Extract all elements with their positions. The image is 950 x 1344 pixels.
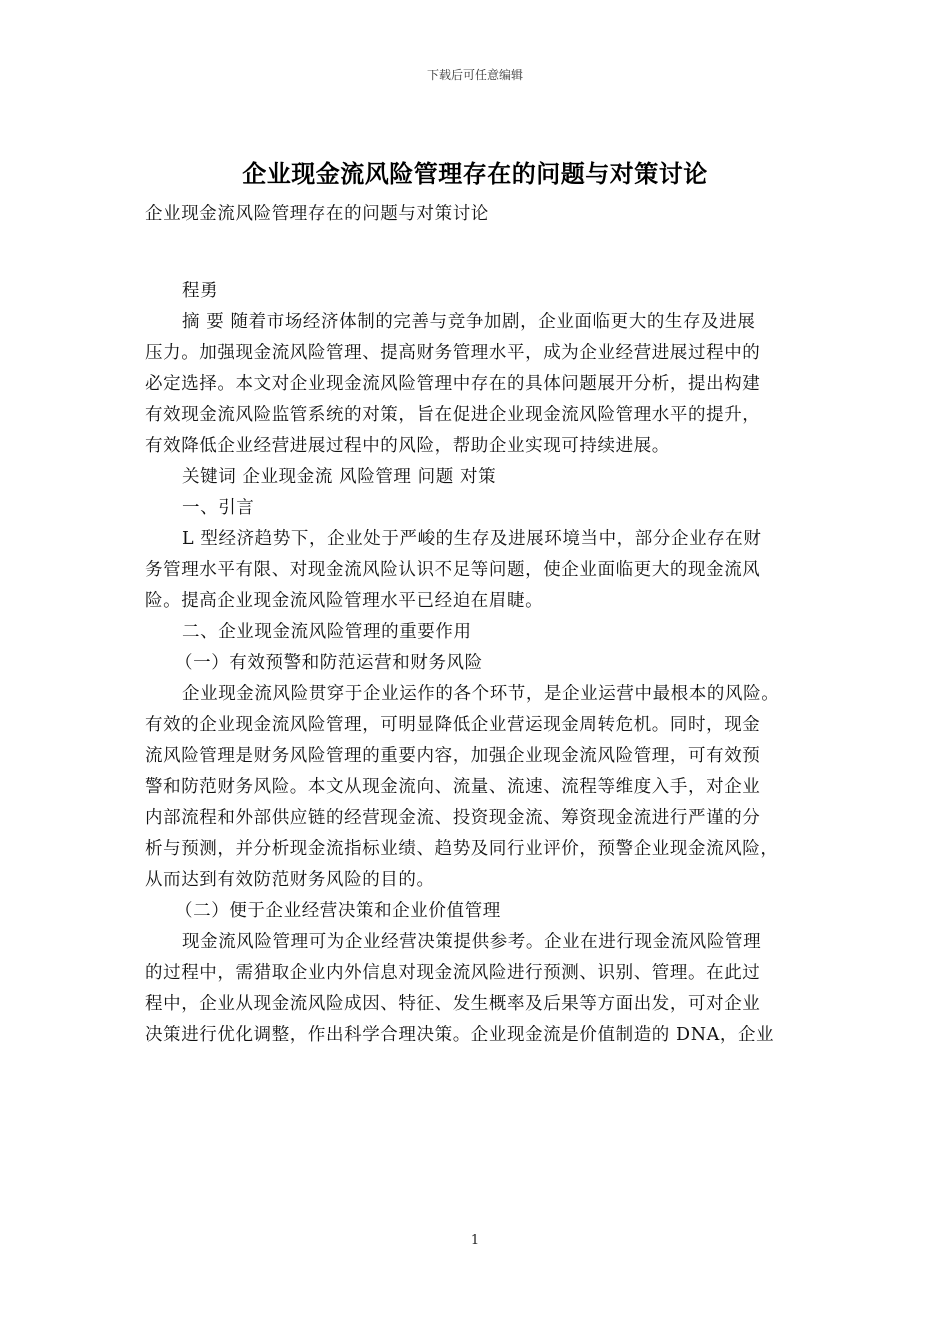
document-title: 企业现金流风险管理存在的问题与对策讨论 — [242, 159, 708, 188]
paragraph-line: 务管理水平有限、对现金流风险认识不足等问题，使企业面临更大的现金流风 — [145, 560, 761, 580]
subsection-heading: （一）有效预警和防范运营和财务风险 — [175, 653, 483, 673]
paragraph-line: 有效的企业现金流风险管理，可明显降低企业营运现金周转危机。同时，现金 — [145, 715, 761, 735]
document-subtitle: 企业现金流风险管理存在的问题与对策讨论 — [145, 204, 489, 224]
paragraph-line: 现金流风险管理可为企业经营决策提供参考。企业在进行现金流风险管理 — [182, 932, 762, 952]
paragraph-line: 警和防范财务风险。本文从现金流向、流量、流速、流程等维度入手，对企业 — [145, 777, 761, 797]
paragraph-line: 决策进行优化调整，作出科学合理决策。企业现金流是价值制造的 DNA，企业 — [145, 1025, 775, 1045]
abstract-line: 有效降低企业经营进展过程中的风险，帮助企业实现可持续进展。 — [145, 436, 670, 456]
abstract-line: 有效现金流风险监管系统的对策，旨在促进企业现金流风险管理水平的提升， — [145, 405, 761, 425]
paragraph-line: 程中，企业从现金流风险成因、特征、发生概率及后果等方面出发，可对企业 — [145, 994, 761, 1014]
paragraph-line: 的过程中，需猎取企业内外信息对现金流风险进行预测、识别、管理。在此过 — [145, 963, 761, 983]
spacer — [145, 230, 813, 276]
paragraph-line: 内部流程和外部供应链的经营现金流、投资现金流、筹资现金流进行严谨的分 — [145, 808, 761, 828]
paragraph-line: 从而达到有效防范财务风险的目的。 — [145, 870, 435, 890]
paragraph-line: 险。提高企业现金流风险管理水平已经迫在眉睫。 — [145, 591, 544, 611]
page-number: 1 — [470, 1233, 480, 1248]
section-heading: 一、引言 — [182, 498, 255, 518]
section-heading: 二、企业现金流风险管理的重要作用 — [182, 622, 472, 642]
paragraph-line: L 型经济趋势下，企业处于严峻的生存及进展环境当中，部分企业存在财 — [182, 529, 762, 549]
keywords-line: 关键词 企业现金流 风险管理 问题 对策 — [182, 467, 497, 487]
header-note: 下载后可任意编辑 — [426, 68, 523, 82]
abstract-line: 压力。加强现金流风险管理、提高财务管理水平，成为企业经营进展过程中的 — [145, 343, 761, 363]
paragraph-line: 析与预测，并分析现金流指标业绩、趋势及同行业评价，预警企业现金流风险， — [145, 839, 779, 859]
author-name: 程勇 — [182, 281, 219, 301]
document-body — [145, 199, 813, 1051]
abstract-line: 摘 要 随着市场经济体制的完善与竞争加剧，企业面临更大的生存及进展 — [182, 312, 756, 332]
paragraph-line: 流风险管理是财务风险管理的重要内容，加强企业现金流风险管理，可有效预 — [145, 746, 761, 766]
abstract-line: 必定选择。本文对企业现金流风险管理中存在的具体问题展开分析，提出构建 — [145, 374, 761, 394]
subsection-heading: （二）便于企业经营决策和企业价值管理 — [175, 901, 501, 921]
paragraph-line: 企业现金流风险贯穿于企业运作的各个环节，是企业运营中最根本的风险。 — [182, 684, 780, 704]
